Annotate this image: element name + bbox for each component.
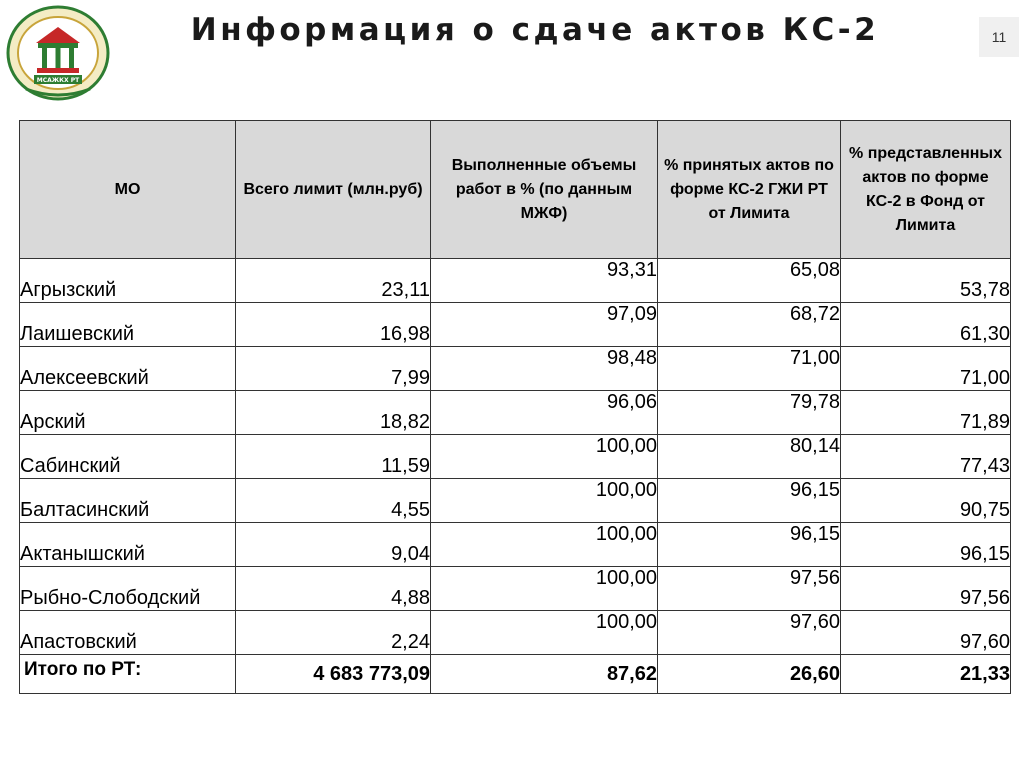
- table-header-row: [20, 121, 1011, 259]
- cell-submitted: 97,56: [841, 567, 1011, 611]
- cell-accepted: 96,15: [658, 523, 841, 567]
- total-done: 87,62: [431, 655, 658, 694]
- cell-done: 100,00: [431, 567, 658, 611]
- column-header-mo: МО: [20, 121, 236, 259]
- cell-submitted: 97,60: [841, 611, 1011, 655]
- ministry-logo: [6, 5, 110, 101]
- cell-accepted: 80,14: [658, 435, 841, 479]
- page-title: Информация о сдаче актов КС-2: [190, 12, 880, 48]
- table-row: [20, 611, 1011, 655]
- table-row: [20, 347, 1011, 391]
- cell-done: 100,00: [431, 523, 658, 567]
- column-header-limit: Всего лимит (млн.руб): [236, 121, 431, 259]
- cell-submitted: 71,89: [841, 391, 1011, 435]
- cell-done: 100,00: [431, 611, 658, 655]
- cell-mo: Рыбно-Слободский: [20, 567, 236, 611]
- table-row: [20, 435, 1011, 479]
- table-total-row: [20, 655, 1011, 694]
- cell-mo: Алексеевский: [20, 347, 236, 391]
- cell-accepted: 71,00: [658, 347, 841, 391]
- cell-limit: 9,04: [236, 523, 431, 567]
- cell-submitted: 77,43: [841, 435, 1011, 479]
- cell-done: 100,00: [431, 479, 658, 523]
- cell-limit: 7,99: [236, 347, 431, 391]
- cell-mo: Лаишевский: [20, 303, 236, 347]
- cell-mo: Сабинский: [20, 435, 236, 479]
- table-row: [20, 391, 1011, 435]
- cell-limit: 2,24: [236, 611, 431, 655]
- cell-accepted: 65,08: [658, 259, 841, 303]
- cell-mo: Агрызский: [20, 259, 236, 303]
- cell-limit: 16,98: [236, 303, 431, 347]
- table-row: [20, 479, 1011, 523]
- cell-done: 97,09: [431, 303, 658, 347]
- total-submitted: 21,33: [841, 655, 1011, 694]
- cell-submitted: 71,00: [841, 347, 1011, 391]
- cell-limit: 23,11: [236, 259, 431, 303]
- cell-accepted: 68,72: [658, 303, 841, 347]
- cell-submitted: 61,30: [841, 303, 1011, 347]
- cell-accepted: 79,78: [658, 391, 841, 435]
- column-header-done: Выполненные объемы работ в % (по данным МЖФ): [431, 121, 658, 259]
- cell-accepted: 97,56: [658, 567, 841, 611]
- cell-submitted: 90,75: [841, 479, 1011, 523]
- cell-accepted: 97,60: [658, 611, 841, 655]
- cell-mo: Актанышский: [20, 523, 236, 567]
- cell-mo: Арский: [20, 391, 236, 435]
- cell-mo: Апастовский: [20, 611, 236, 655]
- table-row: [20, 523, 1011, 567]
- total-label: Итого по РТ:: [20, 655, 236, 694]
- table-row: [20, 303, 1011, 347]
- cell-limit: 11,59: [236, 435, 431, 479]
- cell-accepted: 96,15: [658, 479, 841, 523]
- cell-submitted: 96,15: [841, 523, 1011, 567]
- slide-number: 11: [979, 17, 1019, 57]
- column-header-submitted: % представленных актов по форме КС-2 в Фонд от Лимита: [841, 121, 1011, 259]
- cell-limit: 4,55: [236, 479, 431, 523]
- cell-done: 100,00: [431, 435, 658, 479]
- logo-text: МСАЖКХ РТ: [36, 77, 80, 84]
- column-header-accepted: % принятых актов по форме КС-2 ГЖИ РТ от Лимита: [658, 121, 841, 259]
- cell-done: 98,48: [431, 347, 658, 391]
- cell-mo: Балтасинский: [20, 479, 236, 523]
- cell-done: 96,06: [431, 391, 658, 435]
- acts-table: [19, 120, 1011, 694]
- cell-done: 93,31: [431, 259, 658, 303]
- cell-limit: 4,88: [236, 567, 431, 611]
- ministry-emblem-icon: [6, 5, 110, 101]
- cell-limit: 18,82: [236, 391, 431, 435]
- table-row: [20, 567, 1011, 611]
- cell-submitted: 53,78: [841, 259, 1011, 303]
- total-accepted: 26,60: [658, 655, 841, 694]
- total-limit: 4 683 773,09: [236, 655, 431, 694]
- table-row: [20, 259, 1011, 303]
